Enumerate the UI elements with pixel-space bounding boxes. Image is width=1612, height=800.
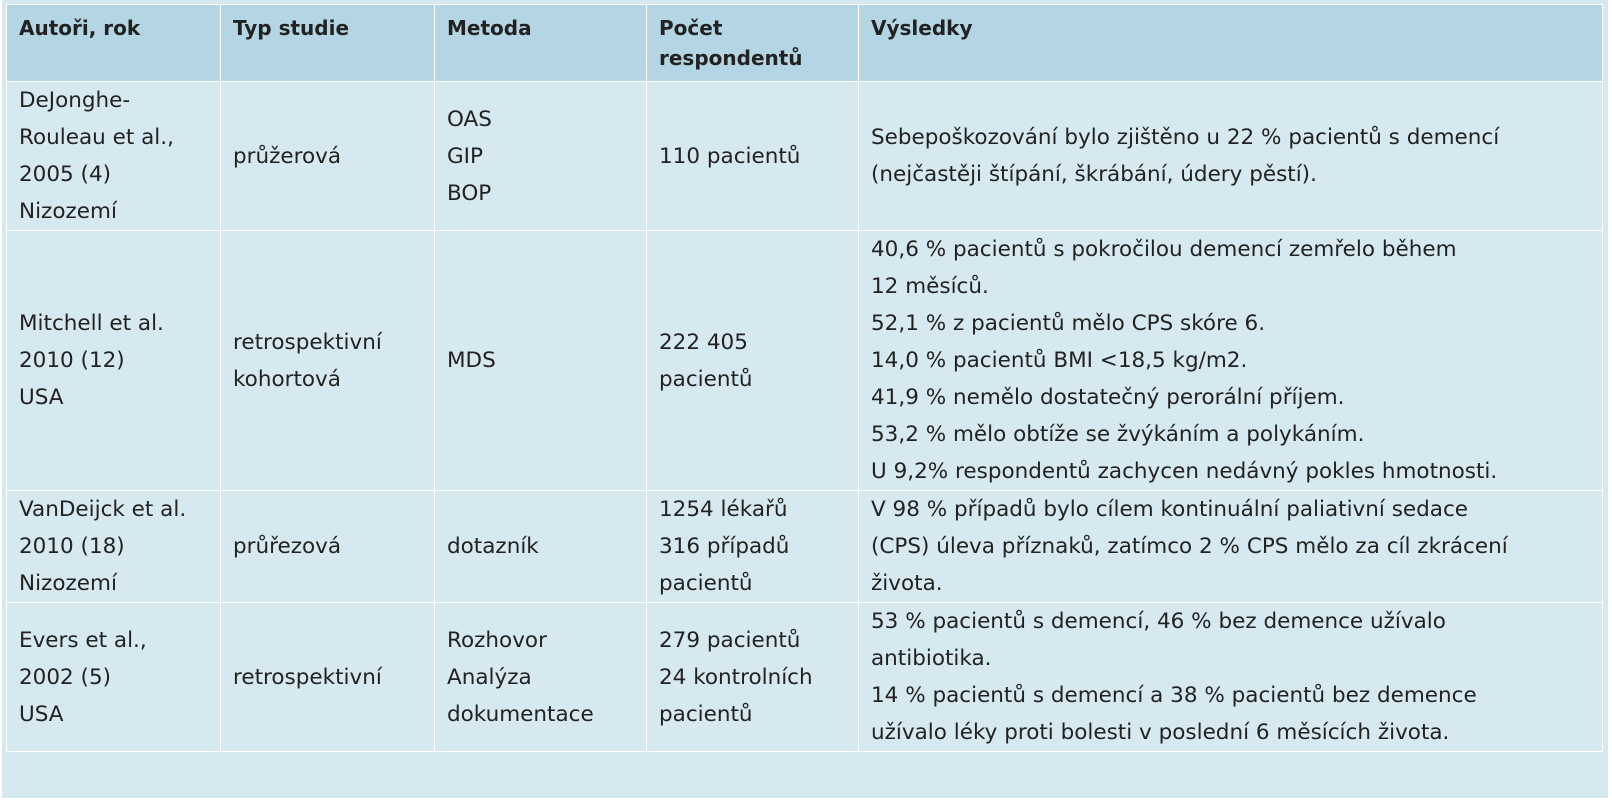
cell-respondents-line: 222 405 xyxy=(659,329,748,355)
cell-results-line: U 9,2% respondentů zachycen nedávný pokles hmotnosti. xyxy=(871,459,1498,484)
table-header xyxy=(7,5,1603,82)
cell-results-line: (CPS) úleva příznaků, zatímco 2 % CPS mělo za cíl zkrácení xyxy=(871,534,1508,559)
header-respondents xyxy=(647,5,859,82)
cell-study-type-line: kohortová xyxy=(233,366,341,392)
cell-authors-line: Rouleau et al., xyxy=(19,125,174,150)
cell-results-line: V 98 % případů bylo cílem kontinuální paliativní sedace xyxy=(871,497,1469,522)
cell-results xyxy=(859,491,1603,603)
header-row xyxy=(7,5,1603,82)
cell-authors-line: DeJonghe- xyxy=(19,88,131,113)
cell-results-line: užívalo léky proti bolesti v poslední 6 měsících života. xyxy=(871,720,1450,745)
cell-authors xyxy=(7,231,221,491)
cell-results xyxy=(859,82,1603,231)
cell-respondents-line: pacientů xyxy=(659,571,753,596)
cell-study-type xyxy=(221,491,435,603)
cell-results-line: antibiotika. xyxy=(871,646,992,671)
cell-respondents-line: 110 pacientů xyxy=(659,143,801,169)
table-row xyxy=(7,231,1603,491)
table-row xyxy=(7,491,1603,603)
cell-respondents-line: 24 kontrolních xyxy=(659,664,813,690)
cell-results-line: 14,0 % pacientů BMI <18,5 kg/m2. xyxy=(871,348,1248,373)
cell-study-type xyxy=(221,603,435,752)
cell-method xyxy=(435,491,647,603)
cell-results-line: života. xyxy=(871,571,943,596)
cell-study-type-line: retrospektivní xyxy=(233,329,382,355)
cell-results-line: 14 % pacientů s demencí a 38 % pacientů bez demence xyxy=(871,683,1477,708)
cell-method-line: OAS xyxy=(447,106,492,132)
table-row xyxy=(7,82,1603,231)
cell-results-line: 41,9 % nemělo dostatečný perorální příjem. xyxy=(871,385,1345,410)
cell-results xyxy=(859,231,1603,491)
cell-authors-line: 2010 (18) xyxy=(19,534,125,559)
table-row xyxy=(7,603,1603,752)
cell-method-line: GIP xyxy=(447,143,483,169)
cell-study-type-line: retrospektivní xyxy=(233,664,382,690)
table-body xyxy=(7,82,1603,752)
cell-method-line: BOP xyxy=(447,180,492,206)
cell-results-line: 52,1 % z pacientů mělo CPS skóre 6. xyxy=(871,311,1266,336)
cell-authors-line: Evers et al., xyxy=(19,627,147,653)
cell-results-line: 12 měsíců. xyxy=(871,274,989,299)
cell-study-type xyxy=(221,82,435,231)
cell-authors-line: VanDeijck et al. xyxy=(19,497,187,522)
cell-authors-line: USA xyxy=(19,385,64,410)
cell-study-type xyxy=(221,231,435,491)
cell-authors-line: Mitchell et al. xyxy=(19,311,164,336)
cell-authors-line: USA xyxy=(19,701,64,727)
cell-method-line: Rozhovor xyxy=(447,627,547,653)
cell-results-line: (nejčastěji štípání, škrábání, údery pěstí). xyxy=(871,162,1317,187)
cell-method-line: Analýza xyxy=(447,664,532,690)
cell-respondents-line: pacientů xyxy=(659,701,753,727)
cell-study-type-line: průžerová xyxy=(233,143,342,169)
cell-results-line: 53,2 % mělo obtíže se žvýkáním a polykáním. xyxy=(871,422,1365,447)
cell-results-line: 40,6 % pacientů s pokročilou demencí zemřelo během xyxy=(871,237,1457,262)
cell-authors-line: Nizozemí xyxy=(19,199,117,224)
header-authors: Autoři, rok xyxy=(7,5,221,82)
cell-authors-line: 2010 (12) xyxy=(19,348,125,373)
cell-authors-line: Nizozemí xyxy=(19,571,117,596)
cell-method-line: dotazník xyxy=(447,534,539,559)
cell-method xyxy=(435,603,647,752)
cell-authors-line: 2002 (5) xyxy=(19,664,112,690)
cell-method xyxy=(435,82,647,231)
header-study-type: Typ studie xyxy=(221,5,435,82)
cell-method xyxy=(435,231,647,491)
cell-authors xyxy=(7,491,221,603)
cell-authors-line: 2005 (4) xyxy=(19,162,112,187)
cell-respondents-line: 1254 lékařů xyxy=(659,497,788,522)
cell-method-line: dokumentace xyxy=(447,701,594,727)
header-respondents-line: Počet respondentů xyxy=(659,16,803,70)
studies-table xyxy=(6,4,1603,752)
cell-respondents xyxy=(647,603,859,752)
cell-respondents-line: 316 případů xyxy=(659,534,790,559)
cell-respondents-line: 279 pacientů xyxy=(659,627,801,653)
cell-results-line: Sebepoškozování bylo zjištěno u 22 % pacientů s demencí xyxy=(871,125,1500,150)
cell-authors xyxy=(7,603,221,752)
cell-results-line: 53 % pacientů s demencí, 46 % bez demence užívalo xyxy=(871,609,1446,634)
cell-respondents xyxy=(647,82,859,231)
header-method: Metoda xyxy=(435,5,647,82)
cell-respondents xyxy=(647,231,859,491)
cell-respondents-line: pacientů xyxy=(659,366,753,392)
cell-authors xyxy=(7,82,221,231)
header-results: Výsledky xyxy=(859,5,1603,82)
cell-respondents xyxy=(647,491,859,603)
cell-method-line: MDS xyxy=(447,348,496,373)
cell-results xyxy=(859,603,1603,752)
cell-study-type-line: průřezová xyxy=(233,534,342,559)
